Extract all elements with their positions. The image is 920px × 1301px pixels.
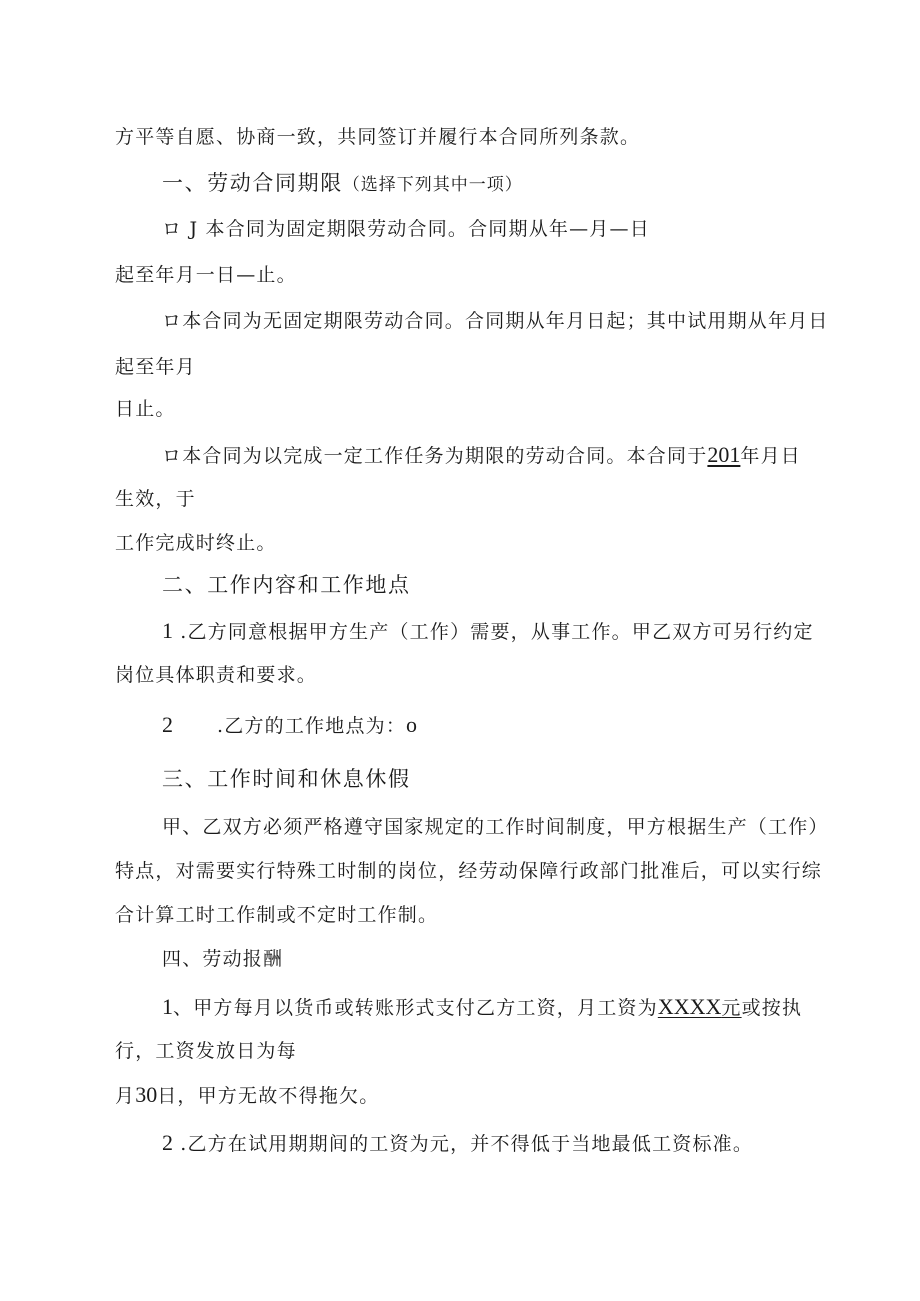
option-fixed-term [162,216,650,242]
salary-value: XXXX [657,994,722,1019]
text: ロ J 本合同为固定期限劳动合同。合同期从年—月—日 [162,218,650,240]
clause-3-text [162,814,829,840]
heading-text: 一、劳动合同期限 [162,171,343,195]
paragraph-intro-end [115,124,640,150]
text: .乙方的工作地点为： [217,715,407,737]
text: 日止。 [115,398,176,420]
option-open-term-cont [115,354,196,380]
text: 甲、乙双方必须严格遵守国家规定的工作时间制度，甲方根据生产（工作） [162,816,829,838]
text: .乙方在试用期期间的工资为元，并不得低于当地最低工资标准。 [173,1133,754,1155]
clause-4-1-end [115,1082,379,1109]
clause-number: 1 [162,618,173,643]
text: 岗位具体职责和要求。 [115,664,318,686]
year-prefix: 201 [707,442,741,467]
text: 合计算工时工作制或不定时工作制。 [115,904,439,926]
text: 工作完成时终止。 [115,532,277,554]
clause-2-1 [162,618,814,645]
text: 年月日 [740,445,802,467]
clause-4-2 [162,1130,753,1157]
option-task-term [162,442,801,469]
text: ロ本合同为以完成一定工作任务为期限的劳动合同。本合同于 [162,445,708,467]
text-end: o [406,712,418,737]
clause-3-text-end [115,902,438,928]
text: 特点，对需要实行特殊工时制的岗位，经劳动保障行政部门批准后，可以实行综 [115,860,823,882]
section-heading-2 [162,572,411,598]
clause-4-1-cont [115,1038,297,1064]
option-fixed-term-cont [115,262,297,288]
text: 起至年月 [115,356,196,378]
text: .乙方同意根据甲方生产（工作）需要，从事工作。甲乙双方可另行约定 [173,621,814,643]
option-open-term-end [115,396,176,422]
text: 月 [115,1085,136,1107]
clause-number: 2 [162,712,173,737]
section-heading-3 [162,766,411,792]
text: ロ本合同为无固定期限劳动合同。合同期从年月日起；其中试用期从年月日 [162,310,829,332]
text: 行，工资发放日为每 [115,1040,297,1062]
heading-text: 三、工作时间和休息休假 [162,767,411,791]
text: 或按执 [741,997,803,1019]
text: 方平等自愿、协商一致，共同签订并履行本合同所列条款。 [115,126,641,148]
pay-day: 30 [135,1082,158,1107]
section-heading-1 [162,170,523,198]
section-heading-4 [162,946,283,972]
clause-4-1 [162,994,802,1021]
option-task-term-end [115,530,277,556]
clause-number: 2 [162,1130,173,1155]
option-open-term [162,308,829,334]
heading-text: 四、劳动报酬 [162,948,284,970]
salary-amount [657,994,742,1019]
heading-text: 二、工作内容和工作地点 [162,573,411,597]
clause-2-1-cont [115,662,317,688]
text: 生效，于 [115,488,196,510]
option-task-term-cont [115,486,196,512]
text: 起至年月一日—止。 [115,264,297,286]
salary-unit: 元 [721,997,742,1019]
heading-note: （选择下列其中一项） [342,175,523,195]
text: 日，甲方无故不得拖欠。 [157,1085,380,1107]
clause-2-2 [162,712,417,739]
text: 、甲方每月以货币或转账形式支付乙方工资，月工资为 [173,997,658,1019]
clause-3-text-cont [115,858,822,884]
clause-number: 1 [162,994,173,1019]
